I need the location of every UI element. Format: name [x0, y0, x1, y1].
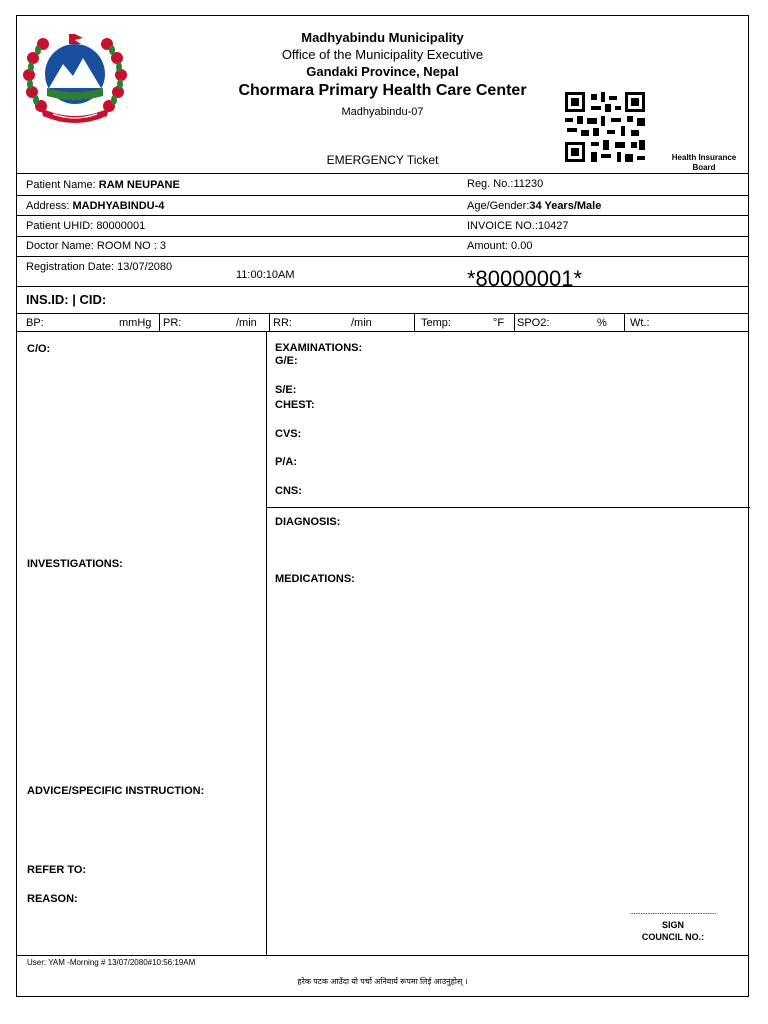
spo2-label: SPO2: [517, 317, 550, 329]
investigations-label: INVESTIGATIONS: [27, 558, 123, 570]
province-name: Gandaki Province, Nepal [306, 64, 459, 79]
qr-code-icon [565, 92, 645, 162]
ticket-type: EMERGENCY Ticket [326, 153, 439, 167]
reg-time: 11:00:10AM [236, 269, 295, 281]
medications-label: MEDICATIONS: [275, 573, 355, 585]
refer-to-label: REFER TO: [27, 864, 87, 876]
co-label: C/O: [27, 343, 51, 355]
examinations-label: EXAMINATIONS: [275, 342, 363, 354]
wt-label: Wt.: [630, 317, 650, 329]
age-gender-row: Age/Gender:34 Years/Male [467, 200, 602, 212]
bp-unit: mmHg [119, 317, 152, 329]
reg-no: 11230 [513, 178, 544, 190]
amount: 0.00 [511, 240, 533, 252]
uhid: 80000001 [96, 220, 146, 232]
rr-label: RR: [273, 317, 292, 329]
cvs-label: CVS: [275, 428, 302, 440]
health-insurance-board-label: Health Insurance Board [671, 153, 737, 172]
doctor-row: Doctor Name: ROOM NO : 3 [26, 240, 166, 252]
reason-label: REASON: [27, 893, 78, 905]
spo2-unit: % [597, 317, 607, 329]
temp-unit: °F [493, 317, 505, 329]
footer-note: हरेक पटक आउँदा यो पर्चा अनिवार्य रूपमा लिई आउनुहोस् । [297, 977, 468, 986]
office-name: Office of the Municipality Executive [281, 47, 484, 62]
reg-date-row: Registration Date: 13/07/2080 [26, 261, 173, 273]
sign-label: SIGN [661, 920, 684, 930]
bp-label: BP: [26, 317, 44, 329]
pr-label: PR: [163, 317, 182, 329]
ge-label: G/E: [275, 355, 298, 367]
amount-row: Amount: 0.00 [467, 240, 533, 252]
doctor: ROOM NO : 3 [96, 240, 166, 252]
patient-name-row: Patient Name: RAM NEUPANE [26, 179, 180, 191]
diagnosis-label: DIAGNOSIS: [275, 516, 341, 528]
invoice-row: INVOICE NO.:10427 [467, 220, 569, 232]
uhid-row: Patient UHID: 80000001 [26, 220, 146, 232]
advice-label: ADVICE/SPECIFIC INSTRUCTION: [27, 785, 205, 797]
sign-dotted-line: .................................................. [629, 907, 717, 916]
pr-unit: /min [236, 317, 257, 329]
address-row: Address: MADHYABINDU-4 [26, 200, 165, 212]
age-gender: 34 Years/Male [529, 200, 602, 212]
temp-label: Temp: [421, 317, 451, 329]
reg-no-row: Reg. No.:11230 [467, 178, 544, 190]
patient-name: RAM NEUPANE [98, 179, 180, 191]
ins-cid-line: INS.ID: | CID: [26, 292, 107, 307]
rr-unit: /min [351, 317, 372, 329]
center-name: Chormara Primary Health Care Center [238, 82, 527, 99]
council-no-label: COUNCIL NO.: [641, 932, 705, 942]
cns-label: CNS: [275, 485, 302, 497]
reg-date: 13/07/2080 [117, 261, 173, 273]
pa-label: P/A: [275, 456, 297, 468]
ward-name: Madhyabindu-07 [341, 106, 424, 118]
municipality-name: Madhyabindu Municipality [301, 30, 464, 45]
ticket-frame [16, 15, 749, 997]
barcode-text: *80000001* [467, 266, 583, 291]
chest-label: CHEST: [275, 399, 315, 411]
user-footer-line: User: YAM -Morning # 13/07/2080#10:56:19AM [27, 958, 196, 967]
invoice-no: 10427 [537, 220, 569, 232]
se-label: S/E: [275, 384, 297, 396]
address: MADHYABINDU-4 [72, 200, 165, 212]
